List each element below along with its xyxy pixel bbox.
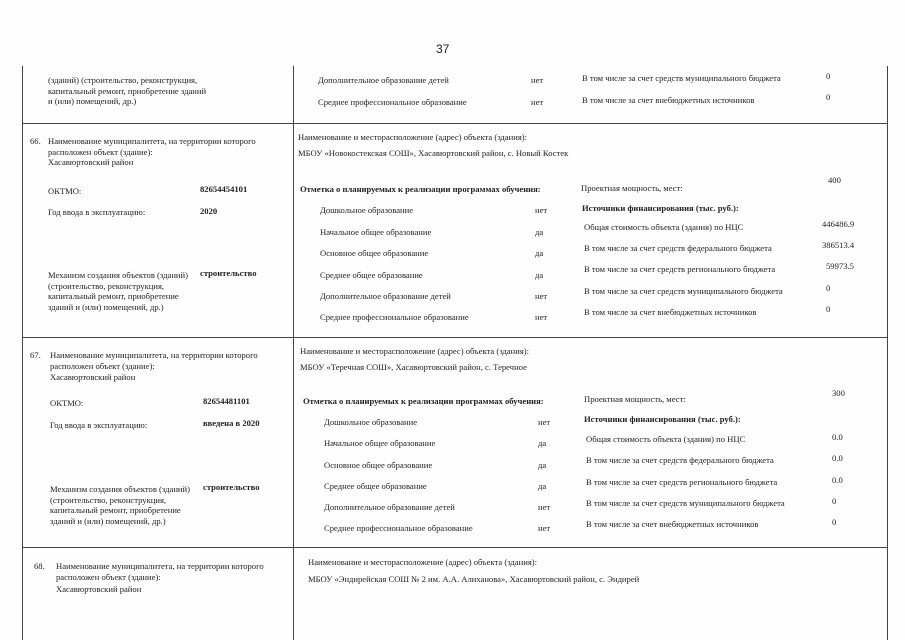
program-name: Начальное общее образование bbox=[324, 438, 436, 448]
table-right-border bbox=[887, 66, 888, 640]
finance-header: Источники финансирования (тыс. руб.): bbox=[582, 203, 739, 213]
program-name: Начальное общее образование bbox=[320, 227, 432, 237]
finance-value: 386513.4 bbox=[822, 240, 855, 250]
program-name: Среднее профессиональное образование bbox=[324, 523, 473, 533]
program-flag: да bbox=[538, 481, 547, 491]
finance-header: Источники финансирования (тыс. руб.): bbox=[584, 414, 741, 424]
program-name: Основное общее образование bbox=[324, 460, 433, 470]
finance-label: В том числе за счет внебюджетных источников bbox=[584, 307, 757, 317]
programs-label: Отметка о планируемых к реализации программах обучения: bbox=[300, 184, 541, 194]
finance-value: 0.0 bbox=[832, 475, 843, 485]
finance-label: В том числе за счет внебюджетных источников bbox=[582, 95, 755, 105]
program-flag: нет bbox=[535, 205, 548, 215]
object-label: Наименование и месторасположение (адрес) объекта (здания): bbox=[308, 557, 538, 567]
program-name: Дополнительное образование детей bbox=[324, 502, 455, 512]
municipality-label: Наименование муниципалитета, на территории которого расположен объект (здание): bbox=[56, 561, 264, 582]
column-divider bbox=[293, 66, 294, 640]
year-label: Год ввода в эксплуатацию: bbox=[48, 207, 146, 217]
program-flag: нет bbox=[535, 291, 548, 301]
municipality-label: Наименование муниципалитета, на территории которого расположен объект (здание): bbox=[50, 350, 258, 371]
finance-label: Общая стоимость объекта (здания) по НЦС bbox=[584, 222, 744, 232]
mechanism-tail: (зданий) (строительство, реконструкция, капитальный ремонт, приобретение зданий и (или) помещений, др.) bbox=[48, 75, 207, 106]
mechanism-label: Механизм создания объектов (зданий) (строительство, реконструкция, капитальный ремонт, приобретение зданий и (или) помещений, др.) bbox=[48, 270, 188, 312]
year-value: 2020 bbox=[200, 206, 218, 216]
finance-label: В том числе за счет внебюджетных источников bbox=[586, 519, 759, 529]
year-value: введена в 2020 bbox=[203, 418, 260, 428]
municipality-label: Наименование муниципалитета, на территории которого расположен объект (здание): bbox=[48, 136, 256, 157]
object-value: МБОУ «Новокостекская СОШ», Хасавюртовский район, с. Новый Костек bbox=[298, 148, 569, 158]
program-flag: нет bbox=[531, 75, 544, 85]
program-name: Среднее профессиональное образование bbox=[318, 97, 467, 107]
municipality-value: Хасавюртовский район bbox=[48, 157, 134, 167]
program-flag: да bbox=[535, 270, 544, 280]
finance-value: 0 bbox=[826, 92, 831, 102]
program-name: Среднее общее образование bbox=[320, 270, 423, 280]
program-flag: да bbox=[535, 227, 544, 237]
finance-value: 0 bbox=[826, 304, 831, 314]
program-flag: нет bbox=[538, 502, 551, 512]
entry-number: 67. bbox=[30, 350, 41, 360]
page-number: 37 bbox=[436, 42, 450, 56]
oktmo-value: 82654454101 bbox=[200, 184, 248, 194]
year-label: Год ввода в эксплуатацию: bbox=[50, 420, 148, 430]
municipality-value: Хасавюртовский район bbox=[50, 372, 136, 382]
finance-label: В том числе за счет средств федерального бюджета bbox=[584, 243, 772, 253]
program-flag: нет bbox=[538, 523, 551, 533]
row-divider bbox=[22, 337, 888, 338]
object-value: МБОУ «Эндирейская СОШ № 2 им. А.А. Алиханова», Хасавюртовский район, с. Эндирей bbox=[308, 574, 640, 584]
program-name: Дошкольное образование bbox=[324, 417, 418, 427]
row-divider bbox=[22, 547, 888, 548]
program-name: Основное общее образование bbox=[320, 248, 429, 258]
municipality-value: Хасавюртовский район bbox=[56, 584, 142, 594]
program-flag: нет bbox=[535, 312, 548, 322]
program-name: Дополнительное образование детей bbox=[320, 291, 451, 301]
table-left-border bbox=[22, 66, 23, 640]
finance-value: 446486.9 bbox=[822, 219, 855, 229]
capacity-value: 300 bbox=[832, 388, 845, 398]
capacity-label: Проектная мощность, мест: bbox=[584, 394, 686, 404]
program-flag: нет bbox=[538, 417, 551, 427]
object-value: МБОУ «Теречная СОШ», Хасавюртовский район, с. Теречное bbox=[300, 362, 527, 372]
object-label: Наименование и месторасположение (адрес) объекта (здания): bbox=[298, 132, 528, 142]
finance-value: 0.0 bbox=[832, 432, 843, 442]
program-flag: да bbox=[538, 438, 547, 448]
programs-label: Отметка о планируемых к реализации программах обучения: bbox=[303, 396, 544, 406]
entry-number: 68. bbox=[34, 561, 45, 571]
object-label: Наименование и месторасположение (адрес) объекта (здания): bbox=[300, 346, 530, 356]
finance-label: В том числе за счет средств регионального бюджета bbox=[586, 477, 778, 487]
entry-number: 66. bbox=[30, 136, 41, 146]
finance-value: 0 bbox=[826, 71, 831, 81]
program-name: Среднее профессиональное образование bbox=[320, 312, 469, 322]
program-flag: да bbox=[538, 460, 547, 470]
capacity-label: Проектная мощность, мест: bbox=[581, 183, 683, 193]
program-flag: да bbox=[535, 248, 544, 258]
finance-value: 59973.5 bbox=[826, 261, 854, 271]
program-name: Среднее общее образование bbox=[324, 481, 427, 491]
finance-label: В том числе за счет средств муниципального бюджета bbox=[582, 73, 781, 83]
capacity-value: 400 bbox=[828, 175, 841, 185]
finance-value: 0.0 bbox=[832, 453, 843, 463]
oktmo-value: 82654481101 bbox=[203, 396, 250, 406]
finance-label: В том числе за счет средств муниципального бюджета bbox=[584, 286, 783, 296]
mechanism-value: строительство bbox=[200, 268, 257, 278]
finance-value: 0 bbox=[826, 283, 831, 293]
mechanism-label: Механизм создания объектов (зданий) (строительство, реконструкция, капитальный ремонт, приобретение зданий и (или) помещений, др.) bbox=[50, 484, 190, 526]
oktmo-label: ОКТМО: bbox=[50, 398, 84, 408]
finance-value: 0 bbox=[832, 496, 837, 506]
program-name: Дополнительное образование детей bbox=[318, 75, 449, 85]
finance-label: В том числе за счет средств муниципального бюджета bbox=[586, 498, 785, 508]
program-flag: нет bbox=[531, 97, 544, 107]
finance-label: В том числе за счет средств федерального бюджета bbox=[586, 455, 774, 465]
finance-value: 0 bbox=[832, 517, 837, 527]
mechanism-value: строительство bbox=[203, 482, 260, 492]
finance-label: Общая стоимость объекта (здания) по НЦС bbox=[586, 434, 746, 444]
finance-label: В том числе за счет средств регионального бюджета bbox=[584, 264, 776, 274]
program-name: Дошкольное образование bbox=[320, 205, 414, 215]
oktmo-label: ОКТМО: bbox=[48, 186, 82, 196]
row-divider bbox=[22, 123, 888, 124]
